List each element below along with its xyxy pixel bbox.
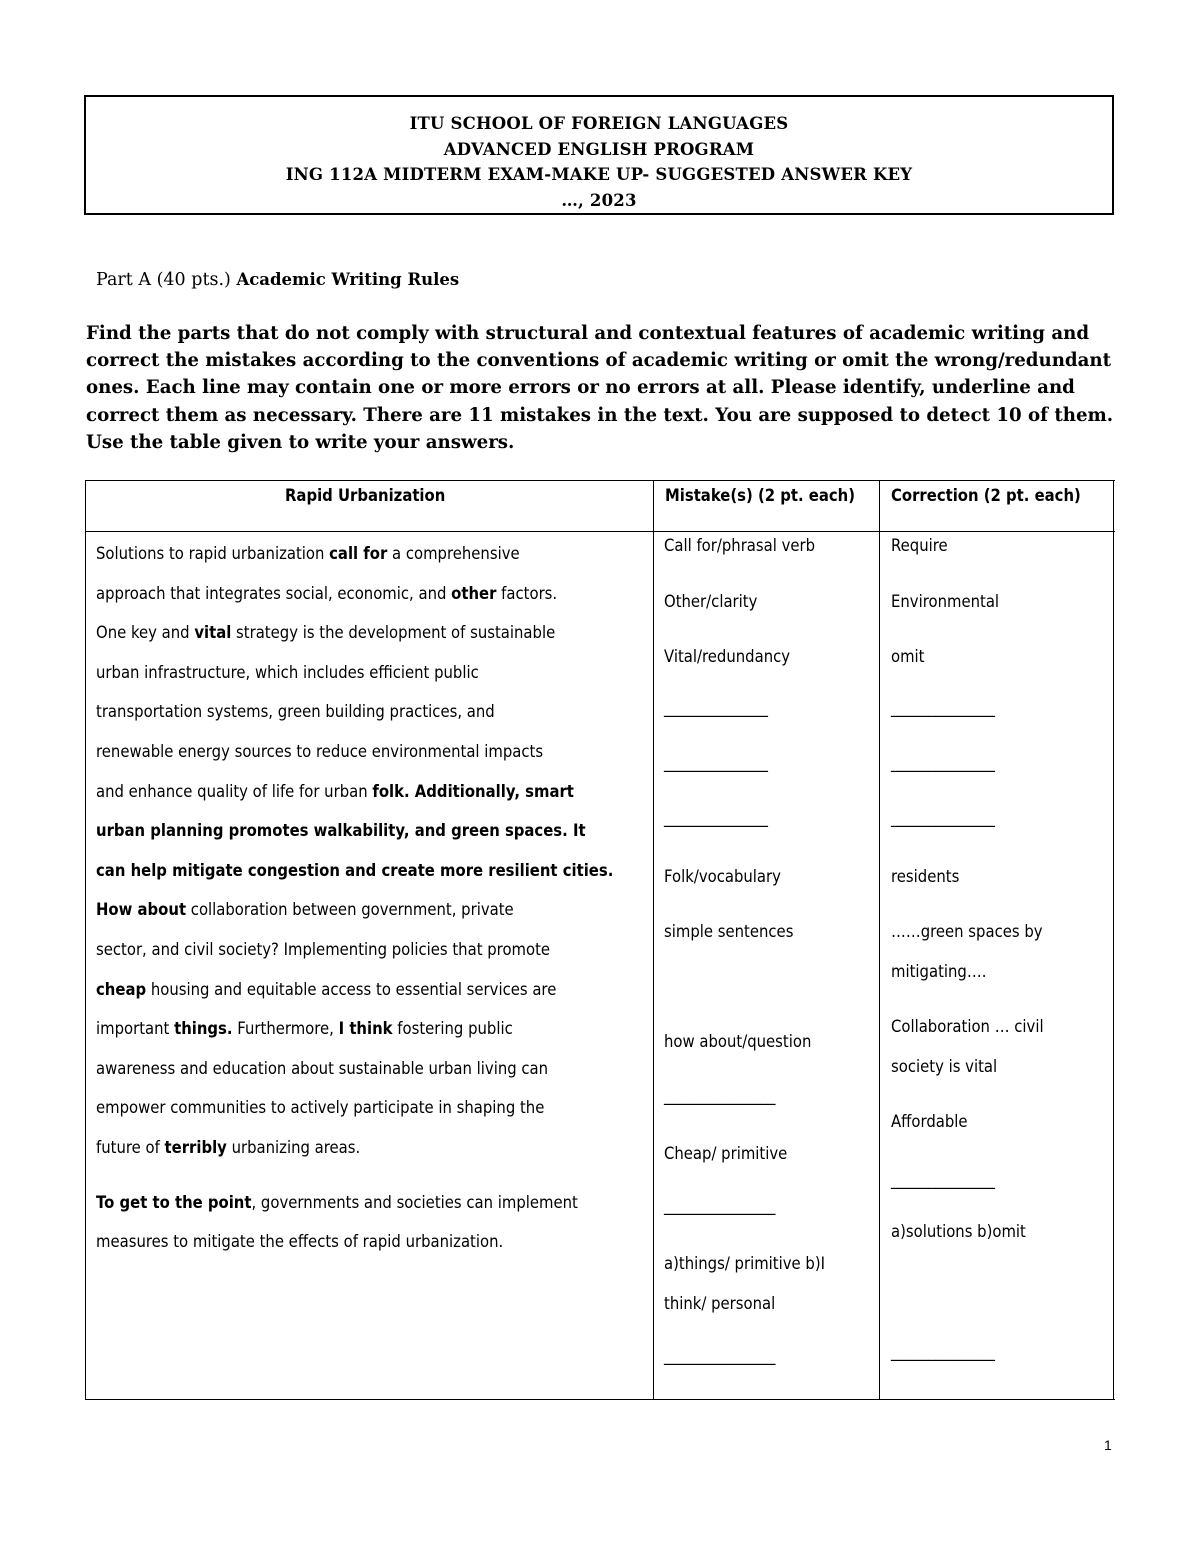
exam-header-box xyxy=(84,95,1114,215)
passage-fragment: urban infrastructure, which includes efficient public xyxy=(96,662,479,682)
exam-date: …, 2023 xyxy=(561,190,637,210)
mistake-entry: Other/clarity xyxy=(664,592,758,611)
passage-line xyxy=(96,534,613,574)
correction-entry: Environmental xyxy=(891,592,1000,611)
passage-fragment: Furthermore, xyxy=(232,1019,339,1039)
passage-fragment: factors. xyxy=(496,583,558,603)
mistake-entry: _______________ xyxy=(664,1346,776,1365)
highlighted-mistake: terribly xyxy=(164,1137,227,1157)
correction-entry: mitigating…. xyxy=(891,962,987,981)
table-border-left xyxy=(85,480,86,1400)
correction-entry: ______________ xyxy=(891,808,995,827)
correction-entry: Require xyxy=(891,536,948,555)
page-number: 1 xyxy=(1104,1437,1112,1453)
passage-line xyxy=(96,653,613,693)
passage-line xyxy=(96,574,613,614)
mistake-entry: _______________ xyxy=(664,1086,776,1105)
instruction-line: correct the mistakes according to the conventions of academic writing or omit the wrong/redundant xyxy=(86,350,1112,372)
passage-fragment: One key and xyxy=(96,623,195,643)
passage-line xyxy=(96,1049,613,1089)
table-border-right xyxy=(1113,480,1114,1400)
mistake-entry: Folk/vocabulary xyxy=(664,867,781,886)
passage-fragment: fostering public xyxy=(392,1019,513,1039)
passage-line xyxy=(96,692,613,732)
mistake-entry: _______________ xyxy=(664,1196,776,1215)
instruction-line: ones. Each line may contain one or more errors or no errors at all. Please identify, underline and xyxy=(86,377,1075,399)
mistake-entry: simple sentences xyxy=(664,922,794,941)
correction-entry: society is vital xyxy=(891,1057,998,1076)
mistake-entry: how about/question xyxy=(664,1032,812,1051)
highlighted-mistake: can help mitigate congestion and create more resilient cities. xyxy=(96,860,614,880)
part-label: Part A (40 pts.) xyxy=(96,270,231,290)
table-border-top xyxy=(85,480,1115,481)
highlighted-mistake: vital xyxy=(194,623,232,643)
passage-line xyxy=(96,1183,613,1223)
passage-column-header: Rapid Urbanization xyxy=(285,486,446,505)
instruction-line: Find the parts that do not comply with structural and contextual features of academic writing and xyxy=(86,323,1090,344)
passage-line xyxy=(96,1128,613,1168)
mistake-entry: Vital/redundancy xyxy=(664,647,791,666)
passage-line xyxy=(96,811,613,851)
exam-title: ING 112A MIDTERM EXAM-MAKE UP- SUGGESTED ANSWER KEY xyxy=(285,165,913,184)
answer-table xyxy=(85,480,1115,1400)
correction-entry: ……green spaces by xyxy=(891,922,1043,941)
correction-entry: ______________ xyxy=(891,698,995,717)
instruction-line: Use the table given to write your answers. xyxy=(86,431,515,453)
mistake-entry: ______________ xyxy=(664,698,768,717)
passage-fragment: and enhance quality of life for urban xyxy=(96,781,373,801)
highlighted-mistake: things. xyxy=(174,1019,233,1039)
passage-fragment: empower communities to actively participate in shaping the xyxy=(96,1098,545,1118)
corrections-column-header: Correction (2 pt. each) xyxy=(891,486,1081,505)
passage-fragment: sector, and civil society? Implementing policies that promote xyxy=(96,939,551,959)
part-topic: Academic Writing Rules xyxy=(236,270,460,289)
correction-entry: Affordable xyxy=(891,1112,968,1131)
table-border-bottom xyxy=(85,1399,1115,1400)
school-name: ITU SCHOOL OF FOREIGN LANGUAGES xyxy=(409,114,789,133)
highlighted-mistake: cheap xyxy=(96,979,147,999)
passage-fragment: awareness and education about sustainable urban living can xyxy=(96,1058,549,1078)
passage-fragment: collaboration between government, private xyxy=(186,900,514,920)
mistake-entry: a)things/ primitive b)I xyxy=(664,1254,826,1273)
instructions xyxy=(86,320,1114,456)
highlighted-mistake: How about xyxy=(96,900,187,920)
mistake-entry: think/ personal xyxy=(664,1294,776,1313)
passage-fragment: renewable energy sources to reduce environmental impacts xyxy=(96,741,544,761)
passage-line xyxy=(96,851,613,891)
highlighted-mistake: urban planning promotes walkability, and green spaces. It xyxy=(96,821,586,841)
table-header-divider xyxy=(85,531,1115,532)
passage-fragment: housing and equitable access to essential services are xyxy=(146,979,557,999)
correction-entry: Collaboration … civil xyxy=(891,1017,1044,1036)
column-divider xyxy=(653,480,654,1400)
mistake-entry: ______________ xyxy=(664,753,768,772)
mistake-entry: Cheap/ primitive xyxy=(664,1144,788,1163)
passage-line xyxy=(96,1009,613,1049)
passage-line xyxy=(96,772,613,812)
passage-line xyxy=(96,732,613,772)
correction-entry: a)solutions b)omit xyxy=(891,1222,1026,1241)
highlighted-mistake: other xyxy=(451,583,497,603)
passage-fragment: strategy is the development of sustainable xyxy=(231,623,556,643)
highlighted-mistake: To get to the point xyxy=(96,1192,252,1212)
passage-line xyxy=(96,930,613,970)
passage-fragment: Solutions to rapid urbanization xyxy=(96,544,330,563)
passage-fragment: urbanizing areas. xyxy=(226,1137,361,1157)
mistakes-column-header: Mistake(s) (2 pt. each) xyxy=(665,486,856,505)
correction-entry: omit xyxy=(891,647,925,666)
instruction-line: correct them as necessary. There are 11 mistakes in the text. You are supposed to detect 10 of them. xyxy=(86,404,1114,426)
passage-text xyxy=(96,534,613,1262)
passage-fragment: transportation systems, green building practices, and xyxy=(96,702,495,722)
passage-fragment: future of xyxy=(96,1137,165,1157)
passage-line xyxy=(96,613,613,653)
passage-fragment: , governments and societies can implement xyxy=(251,1192,578,1212)
passage-line xyxy=(96,1088,613,1128)
part-heading xyxy=(96,270,459,290)
correction-entry: ______________ xyxy=(891,1342,995,1361)
highlighted-mistake: I think xyxy=(338,1019,393,1039)
passage-line xyxy=(96,890,613,930)
highlighted-mistake: folk. Additionally, smart xyxy=(372,781,574,801)
mistake-entry: ______________ xyxy=(664,808,768,827)
passage-line xyxy=(96,970,613,1010)
highlighted-mistake: call for xyxy=(329,544,388,563)
passage-fragment: measures to mitigate the effects of rapid urbanization. xyxy=(96,1232,504,1252)
column-divider xyxy=(879,480,880,1400)
correction-entry: ______________ xyxy=(891,753,995,772)
passage-line xyxy=(96,1222,613,1262)
mistake-entry: Call for/phrasal verb xyxy=(664,536,816,555)
program-name: ADVANCED ENGLISH PROGRAM xyxy=(443,139,755,159)
passage-fragment: approach that integrates social, economic, and xyxy=(96,583,452,603)
passage-fragment: important xyxy=(96,1019,175,1039)
correction-entry: ______________ xyxy=(891,1170,995,1189)
correction-entry: residents xyxy=(891,867,960,886)
passage-fragment: a comprehensive xyxy=(387,544,520,563)
